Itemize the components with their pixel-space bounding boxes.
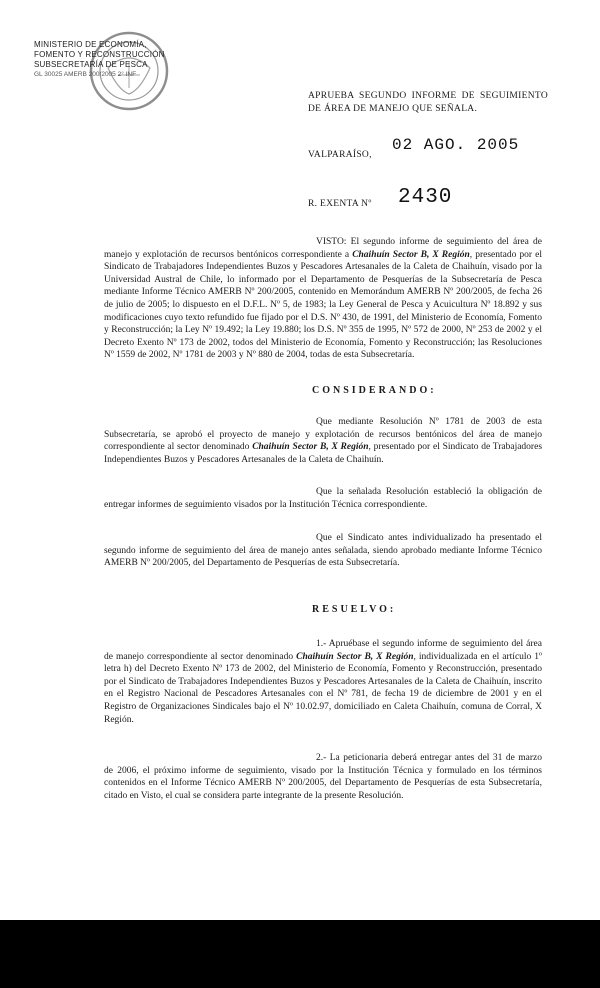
subsecretariat-name: SUBSECRETARÍA DE PESCA <box>34 60 148 69</box>
considerando-p1-a: Que mediante Resolución Nº 1781 de 2003 de esta Subsecretaría, se aprobó el proyecto de manejo y explotación de recursos bentónicos del área de manejo correspondiente al sector denominado <box>104 417 542 453</box>
considerando-p1-sector: Chaihuín Sector B, X Región <box>252 442 369 453</box>
considerando-p2: Que la señalada Resolución estableció la obligación de entregar informes de seguimiento visados por la Institución Técnica correspondiente. <box>104 487 542 510</box>
considerando-heading: CONSIDERANDO: <box>312 385 437 396</box>
city-label: VALPARAÍSO, <box>308 150 372 160</box>
letterhead <box>34 40 204 80</box>
visto-lead: VISTO: <box>316 237 347 247</box>
subject-line: APRUEBA SEGUNDO INFORME DE SEGUIMIENTO DE ÁREA DE MANEJO QUE SEÑALA. <box>308 91 548 114</box>
ministry-name: MINISTERIO DE ECONOMÍA, <box>34 40 147 49</box>
resuelvo-paragraph-1 <box>104 638 542 726</box>
resolution-label: R. EXENTA Nº <box>308 199 372 209</box>
resuelvo-p2: 2.- La peticionaria deberá entregar antes del 31 de marzo de 2006, el próximo informe de seguimiento, visado por la Institución Técnica y formulado en los términos contenidos en el Informe Técnico AMERB Nº 200/2005, del Departamento de Pesquerías de esta Subsecretaría, citado en Visto, el cual se considera parte integrante de la presente Resolución. <box>104 753 542 801</box>
resuelvo-p1-sector: Chaihuín Sector B, X Región <box>296 651 414 662</box>
considerando-p1-b: , presentado por el Sindicato de Trabajadores Independientes Buzos y Pescadores Artesanales de la Caleta de Chaihuín. <box>104 442 543 465</box>
visto-text-a: El segundo informe de seguimiento del área de manejo y explotación de recursos bentónicos correspondiente a <box>104 237 542 260</box>
document-reference: GL 30025 AMERB 200/2005 2° INF <box>34 71 137 78</box>
resuelvo-p1-a: 1.- Apruébase el segundo informe de seguimiento del área de manejo correspondiente al sector denominado <box>104 639 542 662</box>
resuelvo-paragraph-2 <box>104 752 542 802</box>
ministry-name-cont: FOMENTO Y RECONSTRUCCIÓN <box>34 50 165 59</box>
considerando-p3: Que el Sindicato antes individualizado ha presentado el segundo informe de seguimiento del área de manejo antes señalada, siendo aprobado mediante Informe Técnico AMERB Nº 200/2005, del Departamento de Pesquerías de esta Subsecretaría. <box>104 533 542 569</box>
date-stamp: 02 AGO. 2005 <box>392 136 520 154</box>
considerando-paragraph-3 <box>104 532 542 570</box>
considerando-paragraph-2 <box>104 486 542 511</box>
scan-footer-band <box>0 920 600 988</box>
resuelvo-p1-b: , individualizada en el artículo 1º letra h) del Decreto Exento Nº 173 de 2002, del Ministerio de Economía, Fomento y Reconstrucción, presentado por el Sindicato de Trabajadores Independientes Buzos y Pescadores Artesanales de la Caleta de Chaihuín, inscrito en el Registro Nacional de Pescadores Artesanales con el Nº 781, de fecha 19 de diciembre de 2001 y en el Registro de Organizaciones Sindicales bajo el Nº 10.02.97, domiciliado en Caleta Chaihuín, comuna de Corral, X Región. <box>104 651 542 725</box>
visto-sector: Chaihuín Sector B, X Región <box>352 249 470 260</box>
visto-paragraph <box>104 236 542 362</box>
resolution-number: 2430 <box>398 186 453 209</box>
resuelvo-heading: RESUELVO: <box>312 604 397 615</box>
visto-text-b: , presentado por el Sindicato de Trabajadores Independientes Buzos y Pescadores Artesanales de la Caleta de Chaihuín, visado por la Universidad Austral de Chile, lo informado por el Departamento de Pesquerías de la Subsecretaría de Pesca mediante Informe Técnico AMERB Nº 200/2005, contenido en Memorándum AMERB Nº 200/2005, de fecha 26 de julio de 2005; lo dispuesto en el D.F.L. Nº 5, de 1983; la Ley General de Pesca y Acuicultura Nº 18.892 y sus modificaciones cuyo texto refundido fue fijado por el D.S. Nº 430, de 1991, del Ministerio de Economía, Fomento y Reconstrucción; la Ley Nº 19.492; la Ley 19.880; los D.S. Nº 355 de 1995, Nº 572 de 2000, Nº 253 de 2002 y el Decreto Exento Nº 173 de 2002, todos del Ministerio de Economía, Fomento y Reconstrucción; las Resoluciones Nº 1559 de 2002, Nº 1781 de 2003 y Nº 880 de 2004, todas de esta Subsecretaría. <box>104 249 542 361</box>
considerando-paragraph-1 <box>104 416 542 466</box>
